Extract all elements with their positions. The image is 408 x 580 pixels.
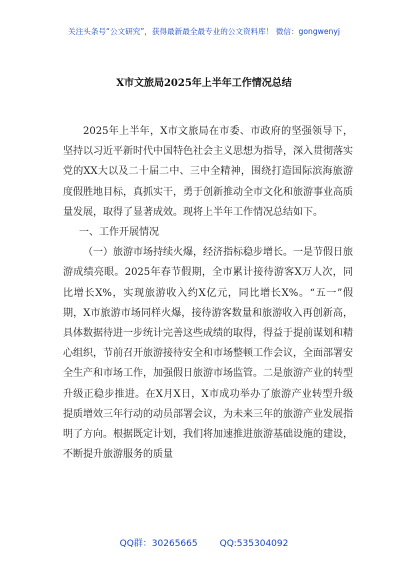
document-body bbox=[63, 122, 353, 465]
document-title: X市文旅局2025年上半年工作情况总结 bbox=[116, 78, 292, 89]
contact-footer bbox=[0, 536, 408, 549]
qq-number-text: QQ:535304092 bbox=[219, 539, 289, 549]
promo-banner: 关注头条号“公文研究”，获得最新最全最专业的公文资料库！ 微信：gongwenyj bbox=[68, 27, 340, 36]
body-paragraph: （一）旅游市场持续火爆，经济指标稳步增长。一是节假日旅游成绩亮眼。2025年春节假期，全市累计接待游客X万人次，同比增长X%，实现旅游收入约X亿元，同比增长X%。“五一”假期，X市旅游市场同样火爆，接待游客数量和旅游收入再创新高，具体数据待进一步统计完善这些成绩的取得，得益于提前谋划和精心组织，节前召开旅游接待安全和市场整顿工作会议，全面部署安全生产和市场工作，加强假日旅游市场监管。二是旅游产业的转型升级正稳步推进。在X月X日，X市成功举办了旅游产业转型升级提质增效三年行动的动员部署会议，为未来三年的旅游产业发展指明了方向。根据既定计划，我们将加速推进旅游基础设施的建设，不断提升旅游服务的质量 bbox=[63, 247, 353, 461]
qq-group-text: QQ群：30265665 bbox=[119, 539, 198, 549]
intro-paragraph: 2025年上半年，X市文旅局在市委、市政府的坚强领导下，坚持以习近平新时代中国特色社会主义思想为指导，深入贯彻落实党的XX大以及二十届二中、三中全精神，围绕打造国际滨海旅游度假胜地目标，真抓实干，勇于创新推动全市文化和旅游事业高质量发展，取得了显著成效。现将上半年工作情况总结如下。 bbox=[63, 126, 353, 218]
section-heading: 一、工作开展情况 bbox=[79, 227, 159, 239]
